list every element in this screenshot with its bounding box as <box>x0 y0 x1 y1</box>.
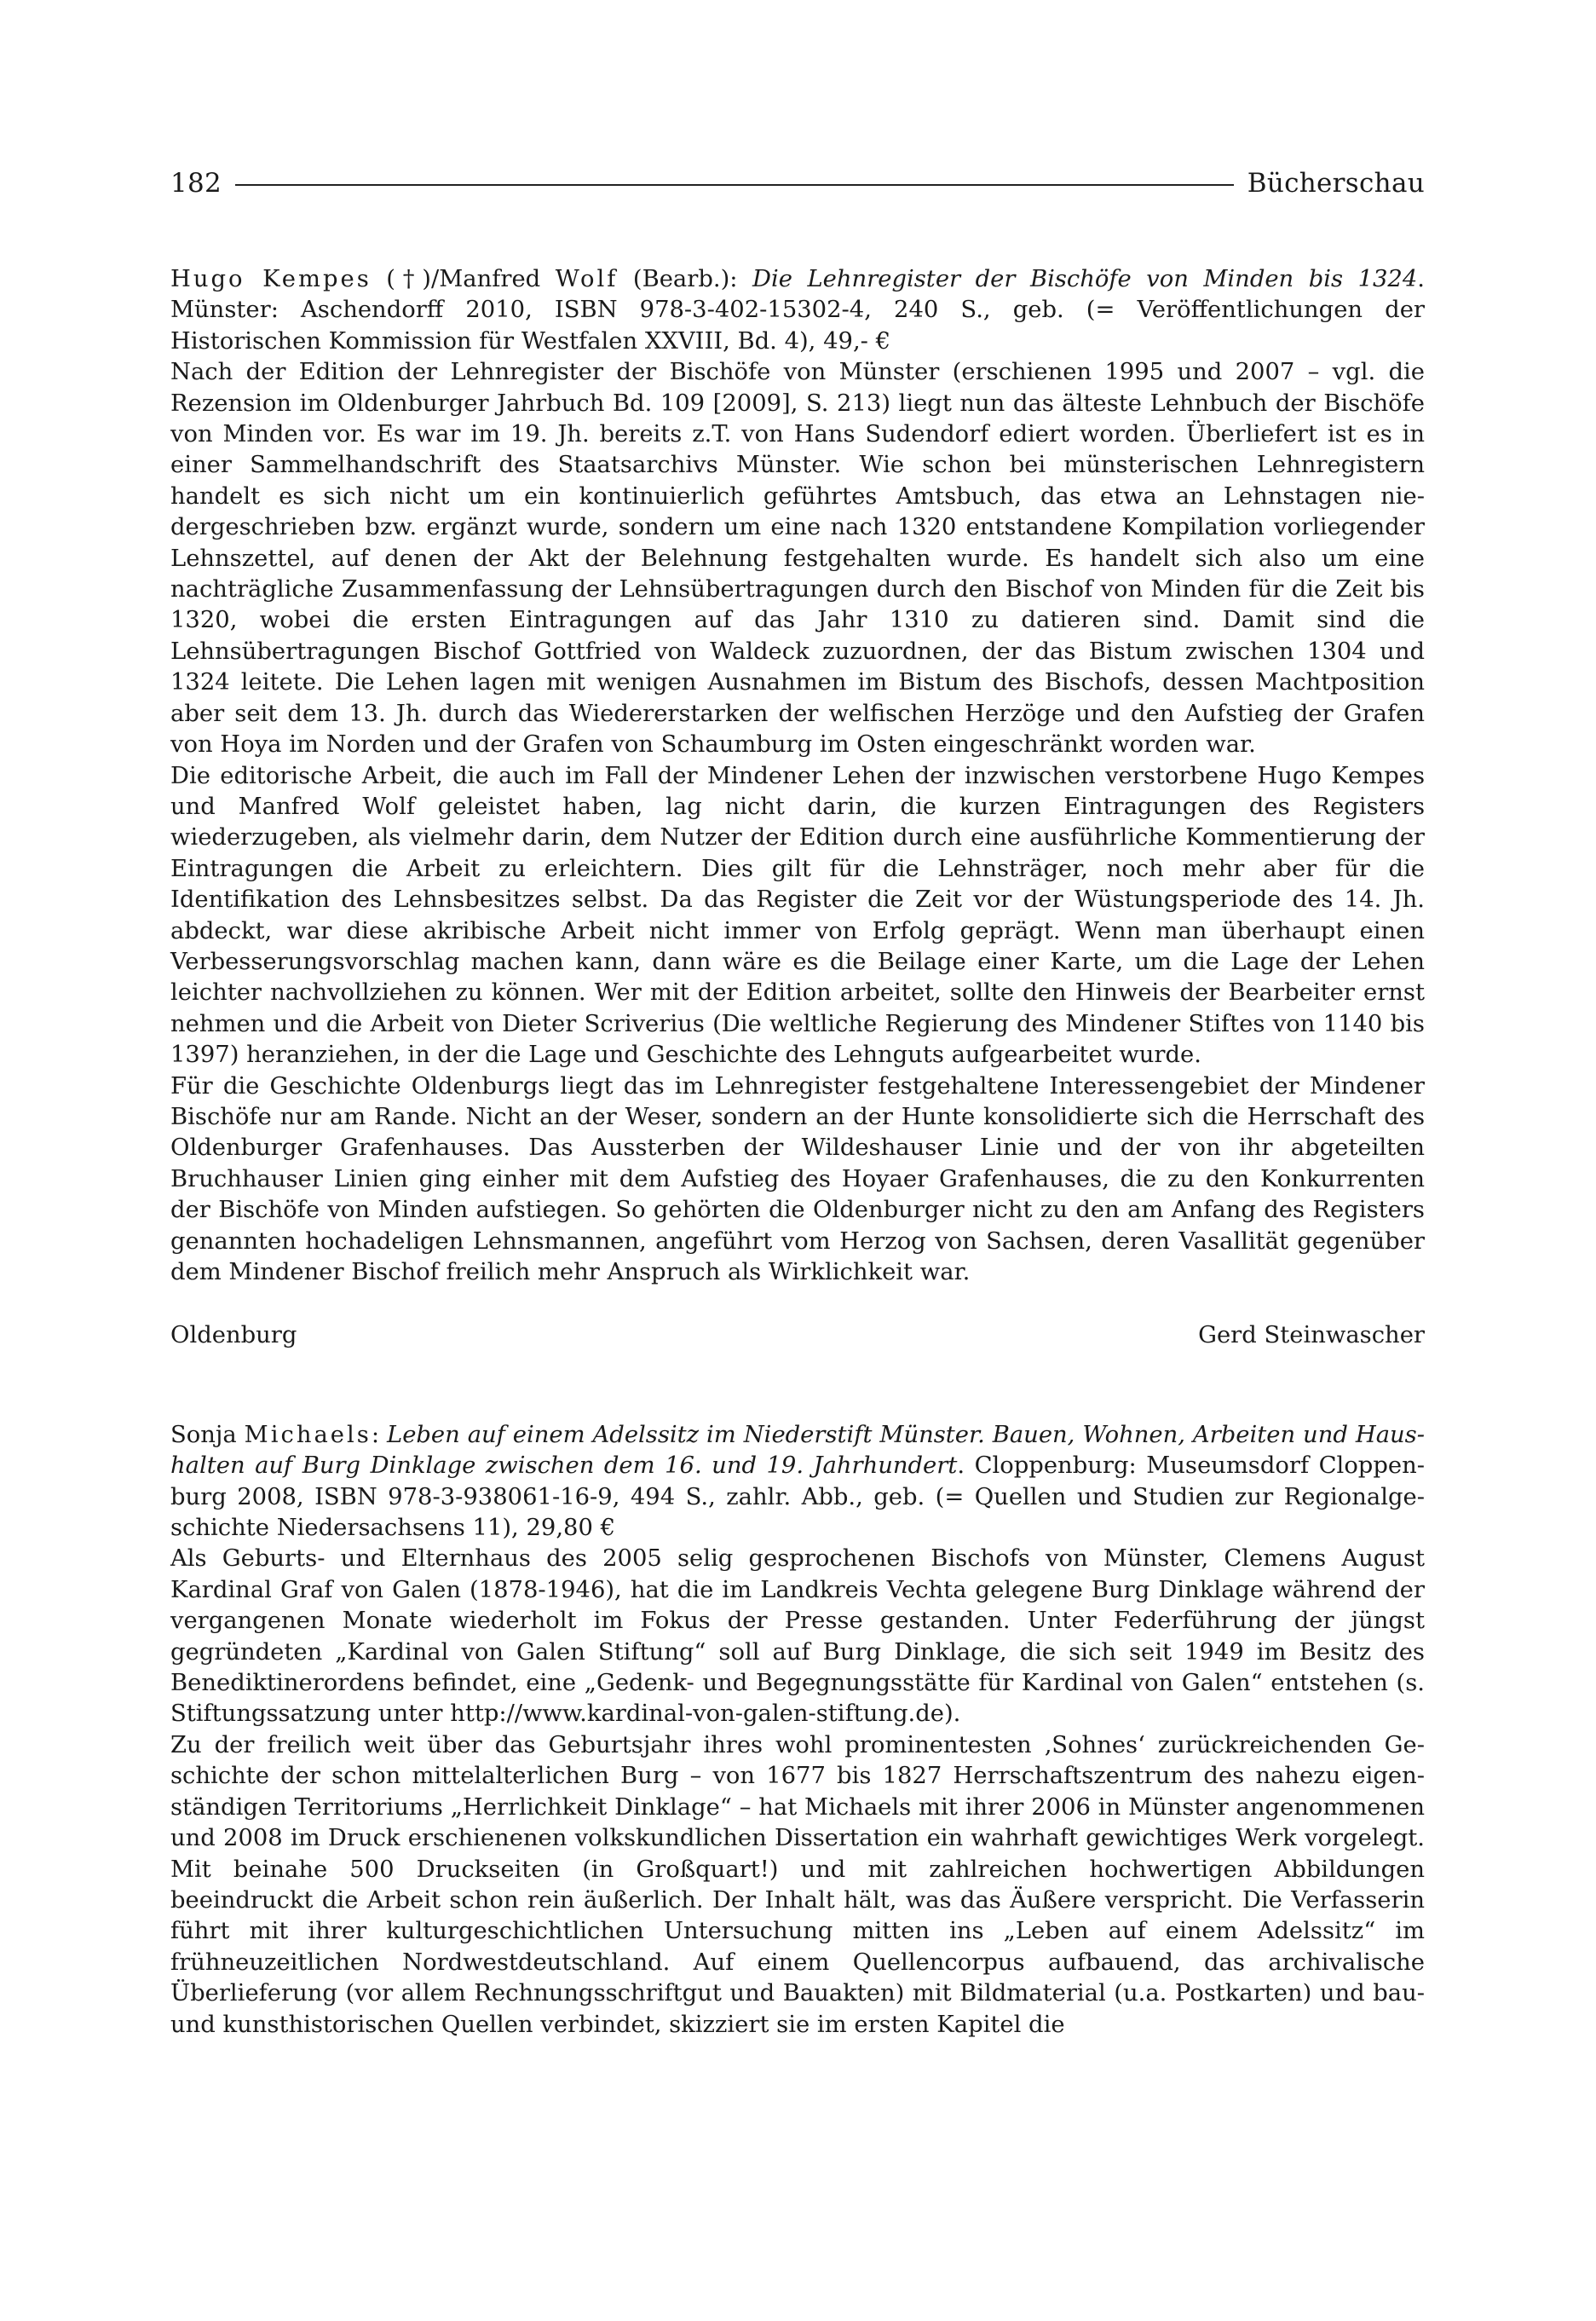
author-name: Wolf <box>555 266 619 292</box>
book-title: Die Lehnregister der Bischöfe von Minden bis 1324 <box>752 266 1418 292</box>
editor-role: (Bearb.): <box>618 266 753 292</box>
running-head <box>170 166 1425 200</box>
review-citation <box>170 264 1425 357</box>
book-page <box>170 166 1425 2041</box>
book-title: Leben auf einem Adelssitz im Niederstift Münster. Bauen, Wohnen, Arbeiten und Haushalten auf Burg Dinklage zwischen dem 16. und 19. Jahrhundert <box>170 1421 1425 1480</box>
section-title: Bücherschau <box>1247 168 1425 199</box>
page-number: 182 <box>170 168 222 199</box>
review-paragraph: Nach der Edition der Lehnregister der Bischöfe von Münster (erschienen 1995 und 2007 – vgl. die Rezension im Oldenburger Jahrbuch Bd. 109 [2009], S. 213) liegt nun das älteste Lehnbuch der Bischöfe von Minden vor. Es war im 19. Jh. bereits z.T. von Hans Sudendorf ediert worden. Überliefert ist es in einer Sammelhandschrift des Staatsarchivs Münster. Wie schon bei münsterischen Lehnregistern handelt es sich nicht um ein kontinuierlich geführtes Amtsbuch, das etwa an Lehnstagen niedergeschrieben bzw. ergänzt wurde, sondern um eine nach 1320 entstandene Kompilation vorliegender Lehnszettel, auf denen der Akt der Belehnung festgehalten wurde. Es handelt sich also um eine nachträgliche Zusammenfassung der Lehnsübertragungen durch den Bischof von Minden für die Zeit bis 1320, wobei die ersten Eintragungen auf das Jahr 1310 zu datieren sind. Damit sind die Lehnsübertragungen Bischof Gottfried von Waldeck zuzuordnen, der das Bistum zwischen 1304 und 1324 leitete. Die Lehen lagen mit wenigen Ausnahmen im Bistum des Bischofs, dessen Machtposition aber seit dem 13. Jh. durch das Wiedererstarken der welfischen Herzöge und den Aufstieg der Grafen von Hoya im Norden und der Grafen von Schaumburg im Osten eingeschränkt worden war. <box>170 359 1425 759</box>
citation-separator: : <box>371 1421 387 1448</box>
review-signature <box>170 1320 1425 1351</box>
author-last-name: Michaels <box>244 1421 372 1448</box>
header-rule <box>235 184 1234 186</box>
author-separator: (†)/Manfred <box>371 266 556 292</box>
author-first-name: Sonja <box>170 1421 245 1448</box>
bibliographic-info: . Cloppenburg: Museumsdorf Cloppenburg 2008, ISBN 978-3-938061-16-9, 494 S., zahlr. Abb., geb. (= Quellen und Studien zur Regionalgeschichte Niedersachsens 11), 29,80 € <box>170 1452 1425 1542</box>
review-paragraph: Als Geburts- und Elternhaus des 2005 selig gesprochenen Bischofs von Münster, Clemens August Kardinal Graf von Galen (1878-1946), hat die im Landkreis Vechta gelegene Burg Dinklage während der vergangenen Monate wiederholt im Fokus der Presse gestanden. Unter Federführung der jüngst gegründeten „Kardinal von Galen Stiftung“ soll auf Burg Dinklage, die sich seit 1949 im Besitz des Benediktinerordens befindet, eine „Gedenk- und Begegnungsstätte für Kardinal von Galen“ entstehen (s. Stiftungssatzung unter http://www.kardinal-von-galen-stiftung.de). <box>170 1545 1425 1728</box>
review-paragraph: Zu der freilich weit über das Geburtsjahr ihres wohl prominentesten ‚Sohnes‘ zurückreichenden Geschichte der schon mittelalterlichen Burg – von 1677 bis 1827 Herrschaftszentrum des nahezu eigenständigen Territoriums „Herrlichkeit Dinklage“ – hat Michaels mit ihrer 2006 in Münster angenommenen und 2008 im Druck erschienenen volkskundlichen Dissertation ein wahrhaft gewichtiges Werk vorgelegt. Mit beinahe 500 Druckseiten (in Großquart!) und mit zahlreichen hochwertigen Abbildungen beeindruckt die Arbeit schon rein äußerlich. Der Inhalt hält, was das Äußere verspricht. Die Verfasserin führt mit ihrer kulturgeschichtlichen Untersuchung mitten ins „Leben auf einem Adelssitz“ im frühneuzeitlichen Nordwestdeutschland. Auf einem Quellencorpus aufbauend, das archivalische Überlieferung (vor allem Rechnungsschriftgut und Bauakten) mit Bildmaterial (u.a. Postkarten) und bau- und kunsthistorischen Quellen verbindet, skizziert sie im ersten Kapitel die <box>170 1731 1425 2038</box>
review-burg-dinklage <box>170 1420 1425 2041</box>
reviewer-place: Oldenburg <box>170 1322 297 1349</box>
review-lehnregister-minden <box>170 264 1425 1352</box>
author-name: Hugo Kempes <box>170 266 372 292</box>
review-citation <box>170 1420 1425 1544</box>
review-paragraph: Für die Geschichte Oldenburgs liegt das im Lehnregister festgehaltene Interessengebiet der Mindener Bischöfe nur am Rande. Nicht an der Weser, sondern an der Hunte konsolidierte sich die Herrschaft des Oldenburger Grafenhauses. Das Aussterben der Wildeshauser Linie und der von ihr abgeteilten Bruchhauser Linien ging einher mit dem Aufstieg des Hoyaer Grafenhauses, die zu den Konkurrenten der Bischöfe von Minden aufstiegen. So gehörten die Oldenburger nicht zu den am Anfang des Registers genannten hochadeligen Lehnsmannen, angeführt vom Herzog von Sachsen, deren Vasallität gegenüber dem Mindener Bischof freilich mehr Anspruch als Wirklichkeit war. <box>170 1072 1425 1285</box>
reviewer-name: Gerd Steinwascher <box>1198 1322 1425 1349</box>
review-paragraph: Die editorische Arbeit, die auch im Fall der Mindener Lehen der inzwischen verstorbene Hugo Kempes und Manfred Wolf geleistet haben, lag nicht darin, die kurzen Eintragungen des Registers wiederzugeben, als vielmehr darin, dem Nutzer der Edition durch eine ausführliche Kommentierung der Eintragungen die Arbeit zu erleichtern. Dies gilt für die Lehnsträger, noch mehr aber für die Identifikation des Lehnsbesitzes selbst. Da das Register die Zeit vor der Wüstungsperiode des 14. Jh. abdeckt, war diese akribische Arbeit nicht immer von Erfolg geprägt. Wenn man überhaupt einen Verbesserungsvorschlag machen kann, dann wäre es die Beilage einer Karte, um die Lage der Lehen leichter nachvollziehen zu können. Wer mit der Edition arbeitet, sollte den Hinweis der Bearbeiter ernst nehmen und die Arbeit von Dieter Scriverius (Die weltliche Regierung des Mindener Stiftes von 1140 bis 1397) heranziehen, in der die Lage und Geschichte des Lehnguts aufgearbeitet wurde. <box>170 762 1425 1069</box>
bibliographic-info: . Münster: Aschendorff 2010, ISBN 978-3-402-15302-4, 240 S., geb. (= Veröffentlichungen der Historischen Kommission für Westfalen XXVIII, Bd. 4), 49,- € <box>170 266 1425 355</box>
